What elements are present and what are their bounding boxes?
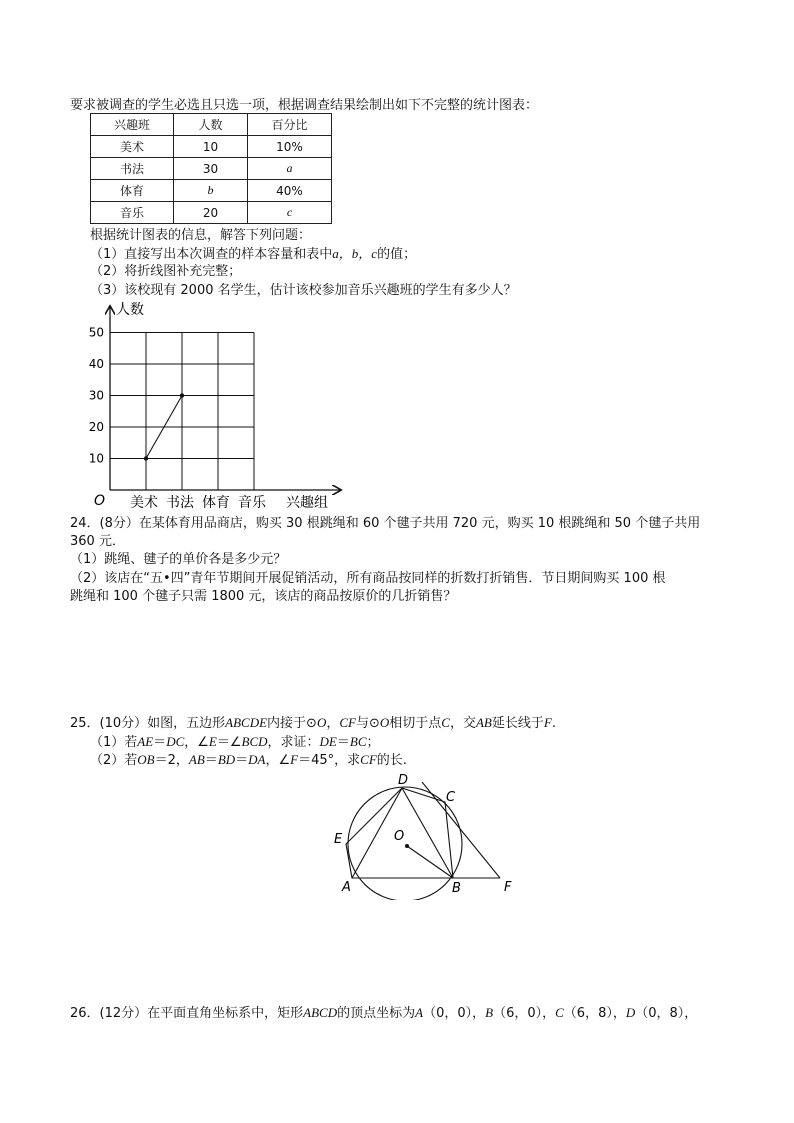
q25-var: F bbox=[290, 752, 299, 767]
table-header: 百分比 bbox=[248, 114, 332, 136]
q26-var: B bbox=[485, 1005, 494, 1020]
table-cell: a bbox=[248, 158, 332, 180]
table-cell: 音乐 bbox=[91, 202, 174, 224]
table-row bbox=[91, 136, 332, 158]
table-cell: c bbox=[248, 202, 332, 224]
q25-text: ，∠ bbox=[265, 753, 291, 768]
q26-text: （6，0）， bbox=[493, 1006, 556, 1021]
x-tick-label: 书法 bbox=[166, 495, 194, 511]
y-tick-label: 30 bbox=[88, 388, 104, 403]
table-cell: 10 bbox=[174, 136, 248, 158]
segment-ob bbox=[407, 846, 453, 878]
survey-table bbox=[90, 113, 332, 224]
center-point bbox=[405, 844, 409, 848]
label-a: A bbox=[342, 880, 351, 895]
table-row bbox=[91, 158, 332, 180]
label-d: D bbox=[398, 773, 409, 788]
q26-var: C bbox=[555, 1005, 564, 1020]
label-o: O bbox=[394, 829, 405, 844]
q25-var: O bbox=[316, 715, 327, 730]
table-row bbox=[91, 202, 332, 224]
y-tick-label: 40 bbox=[88, 357, 104, 371]
line-chart bbox=[80, 295, 380, 515]
q23-part1-vars: a，b，c bbox=[332, 246, 378, 261]
x-tick-label: 美术 bbox=[130, 495, 158, 511]
q26-text: （0，8）， bbox=[635, 1006, 698, 1021]
table-cell: b bbox=[174, 180, 248, 202]
q25-var: F bbox=[543, 715, 552, 730]
x-tick-labels bbox=[130, 494, 267, 511]
q25-text: ＝ bbox=[153, 735, 167, 750]
q25-text: ＝ bbox=[336, 735, 350, 750]
q25-text: ＝ bbox=[204, 753, 218, 768]
q26-text: 26．(12分）在平面直角坐标系中，矩形 bbox=[70, 1006, 304, 1021]
q25-var: C bbox=[441, 715, 450, 730]
q24-part2a: （2）该店在“五•四”青年节期间开展促销活动，所有商品按同样的折数打折销售．节日期间购买 100 根 bbox=[70, 571, 666, 586]
q25-text: 内接于⊙ bbox=[267, 716, 317, 731]
q25-var: CF bbox=[339, 715, 356, 730]
q25-var: BD bbox=[217, 752, 236, 767]
q25-var: BC bbox=[349, 734, 367, 749]
q25-text: 25．(10分）如图，五边形 bbox=[70, 716, 226, 731]
q25-text: ，∠ bbox=[184, 735, 209, 750]
x-tick-label: 体育 bbox=[202, 495, 230, 511]
q24-line1: 24．(8分）在某体育用品商店，购买 30 根跳绳和 60 个毽子共用 720 元，购买 10 根跳绳和 50 个毽子共用 bbox=[70, 516, 701, 531]
q25-var: CF bbox=[360, 752, 377, 767]
table-row bbox=[91, 180, 332, 202]
table-header: 人数 bbox=[174, 114, 248, 136]
q25-var: AE bbox=[137, 734, 154, 749]
table-header-row bbox=[91, 114, 332, 136]
q25-text: 与⊙ bbox=[355, 716, 380, 731]
data-point bbox=[180, 393, 184, 397]
y-axis-label: 人数 bbox=[116, 302, 144, 318]
q25-text: ， bbox=[326, 716, 340, 731]
q25-var: E bbox=[208, 734, 217, 749]
table-cell: 30 bbox=[174, 158, 248, 180]
q23-part1-prefix: （1）直接写出本次调查的样本容量和表中 bbox=[90, 247, 333, 262]
q24-line2: 360 元． bbox=[70, 534, 125, 549]
q25-text: 相切于点 bbox=[389, 716, 442, 731]
q24-part1: （1）跳绳、毽子的单价各是多少元？ bbox=[70, 552, 287, 567]
q25-part2 bbox=[90, 751, 407, 770]
label-c: C bbox=[446, 790, 456, 805]
q25-text: 的长. bbox=[376, 753, 407, 768]
q25-text: ＝2， bbox=[154, 753, 189, 768]
table-header: 兴趣班 bbox=[91, 114, 174, 136]
q25-text: ，求证： bbox=[267, 735, 320, 750]
q25-var: DA bbox=[248, 752, 266, 767]
q26-text: （6，8）， bbox=[563, 1006, 626, 1021]
q25-var: OB bbox=[137, 752, 155, 767]
q25-text: ＝∠ bbox=[216, 735, 242, 750]
origin-label: O bbox=[94, 493, 106, 509]
q25-text: ，交 bbox=[449, 716, 476, 731]
tangent-cf bbox=[422, 782, 500, 878]
y-tick-label: 50 bbox=[88, 325, 104, 340]
q25-text: ＝ bbox=[235, 753, 249, 768]
x-tick-label: 音乐 bbox=[238, 495, 266, 511]
q25-text: ＝45°，求 bbox=[298, 753, 361, 768]
y-tick-label: 10 bbox=[88, 451, 104, 466]
q25-var: BCD bbox=[241, 734, 268, 749]
q25-text: 延长线于 bbox=[491, 716, 544, 731]
chart-grid bbox=[110, 333, 254, 491]
q25-text: ； bbox=[366, 735, 380, 750]
table-cell: 40% bbox=[248, 180, 332, 202]
table-cell: 体育 bbox=[91, 180, 174, 202]
x-axis-label: 兴趣组 bbox=[286, 495, 328, 511]
label-b: B bbox=[452, 881, 461, 896]
intro-text: 要求被调查的学生必选且只选一项，根据调查结果绘制出如下不完整的统计图表： bbox=[70, 98, 539, 113]
q26-text: 的顶点坐标为 bbox=[337, 1006, 416, 1021]
q26-var: A bbox=[415, 1005, 424, 1020]
q25-text: . bbox=[551, 716, 556, 731]
q25-stem bbox=[70, 714, 556, 733]
y-tick-label: 20 bbox=[88, 420, 104, 434]
q24-part2b: 跳绳和 100 个毽子只需 1800 元，该店的商品按原价的几折销售？ bbox=[70, 589, 457, 604]
table-cell: 20 bbox=[174, 202, 248, 224]
q26-var: ABCD bbox=[303, 1005, 338, 1020]
q25-var: AB bbox=[188, 752, 205, 767]
y-tick-labels bbox=[89, 326, 104, 466]
q26-stem bbox=[70, 1004, 697, 1023]
q25-text: （2）若 bbox=[90, 753, 138, 768]
q23-part3: （3）该校现有 2000 名学生，估计该校参加音乐兴趣班的学生有多少人？ bbox=[90, 283, 517, 298]
q25-var: O bbox=[379, 715, 390, 730]
q25-var: DC bbox=[166, 734, 185, 749]
label-f: F bbox=[504, 880, 512, 895]
table-cell: 美术 bbox=[91, 136, 174, 158]
q25-var: DE bbox=[319, 734, 337, 749]
q25-text: （1）若 bbox=[90, 735, 138, 750]
q23-part1-suffix: 的值； bbox=[377, 247, 417, 262]
table-cell: 10% bbox=[248, 136, 332, 158]
data-point bbox=[144, 456, 148, 460]
q26-text: （0，0）， bbox=[423, 1006, 486, 1021]
table-cell: 书法 bbox=[91, 158, 174, 180]
q23-part1 bbox=[90, 245, 416, 264]
label-e: E bbox=[334, 832, 343, 847]
q25-var: AB bbox=[475, 715, 492, 730]
geometry-figure bbox=[330, 770, 530, 900]
q23-lead: 根据统计图表的信息，解答下列问题： bbox=[90, 228, 312, 243]
q25-part1 bbox=[90, 733, 380, 752]
q26-var: D bbox=[625, 1005, 636, 1020]
q25-var: ABCDE bbox=[225, 715, 268, 730]
q23-part2: （2）将折线图补充完整； bbox=[90, 264, 242, 279]
